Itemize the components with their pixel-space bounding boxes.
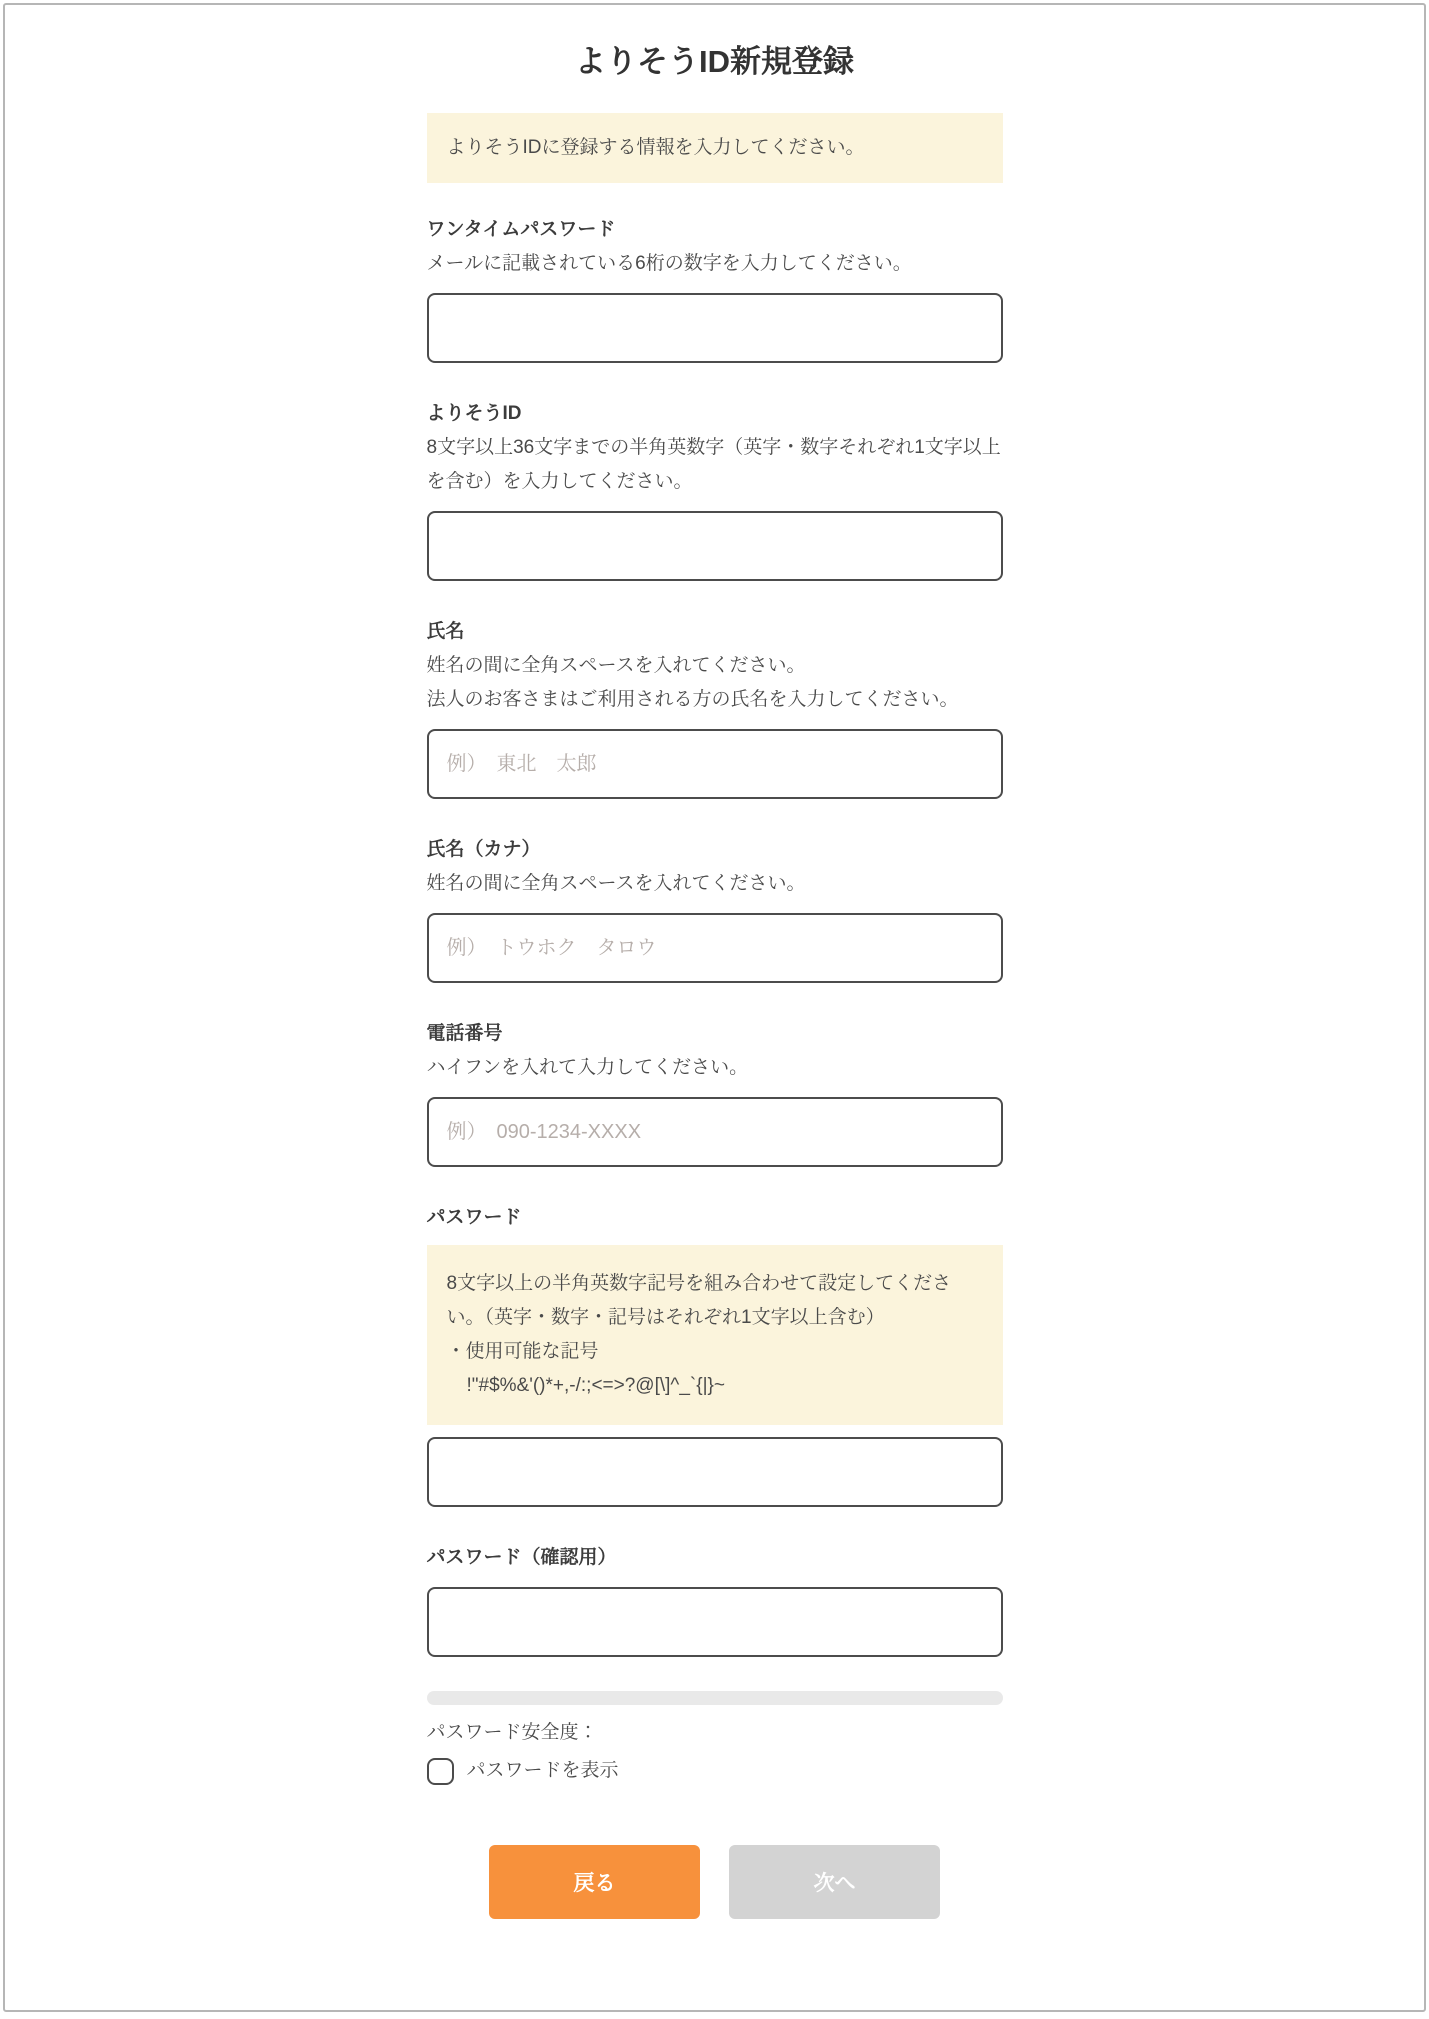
password-strength-meter <box>427 1691 1003 1705</box>
phone-input[interactable] <box>427 1097 1003 1167</box>
field-name <box>427 615 1003 799</box>
name-label: 氏名 <box>426 621 465 642</box>
field-password-confirm <box>427 1541 1003 1657</box>
show-password-label: パスワードを表示 <box>466 1760 619 1781</box>
password-input[interactable] <box>427 1437 1003 1507</box>
page-title: よりそうID新規登録 <box>575 44 854 79</box>
phone-help: ハイフンを入れて入力してください。 <box>426 1057 749 1078</box>
yorisou-id-input[interactable] <box>427 511 1003 581</box>
otp-input[interactable] <box>427 293 1003 363</box>
name-help-1: 姓名の間に全角スペースを入れてください。 <box>426 655 806 676</box>
notice-banner: よりそうIDに登録する情報を入力してください。 <box>427 113 1003 183</box>
name-kana-input[interactable] <box>427 913 1003 983</box>
field-name-kana <box>427 833 1003 983</box>
button-row <box>427 1845 1003 1964</box>
registration-page <box>3 3 1426 2012</box>
field-otp <box>427 213 1003 363</box>
back-button[interactable]: 戻る <box>489 1845 700 1919</box>
name-kana-label: 氏名（カナ） <box>426 839 541 860</box>
password-rules-box <box>427 1245 1003 1425</box>
name-input[interactable] <box>427 729 1003 799</box>
show-password-row <box>427 1757 1003 1785</box>
yorisou-id-help: 8文字以上36文字までの半角英数字（英字・数字それぞれ1文字以上を含む）を入力してください。 <box>426 437 1001 492</box>
field-password <box>427 1201 1003 1507</box>
form-container <box>427 41 1003 1964</box>
password-confirm-label: パスワード（確認用） <box>426 1547 617 1568</box>
field-phone <box>427 1017 1003 1167</box>
password-strength-label: パスワード安全度： <box>426 1722 598 1743</box>
password-rules-symbols-title: ・使用可能な記号 <box>446 1341 599 1362</box>
password-rules-symbols: !"#$%&'()*+,-/:;<=>?@[\]^_`{|}~ <box>466 1375 725 1396</box>
yorisou-id-label: よりそうID <box>426 403 522 424</box>
name-kana-help: 姓名の間に全角スペースを入れてください。 <box>426 873 806 894</box>
next-button[interactable]: 次へ <box>729 1845 940 1919</box>
field-yorisou-id <box>427 397 1003 581</box>
name-help-2: 法人のお客さまはご利用される方の氏名を入力してください。 <box>426 689 959 710</box>
phone-label: 電話番号 <box>426 1023 503 1044</box>
password-confirm-input[interactable] <box>427 1587 1003 1657</box>
password-label: パスワード <box>426 1207 522 1228</box>
show-password-checkbox[interactable] <box>427 1758 454 1785</box>
otp-help: メールに記載されている6桁の数字を入力してください。 <box>426 253 912 274</box>
password-rules-text: 8文字以上の半角英数字記号を組み合わせて設定してください。（英字・数字・記号はそれぞれ1文字以上含む） <box>446 1273 952 1328</box>
otp-label: ワンタイムパスワード <box>426 219 616 240</box>
